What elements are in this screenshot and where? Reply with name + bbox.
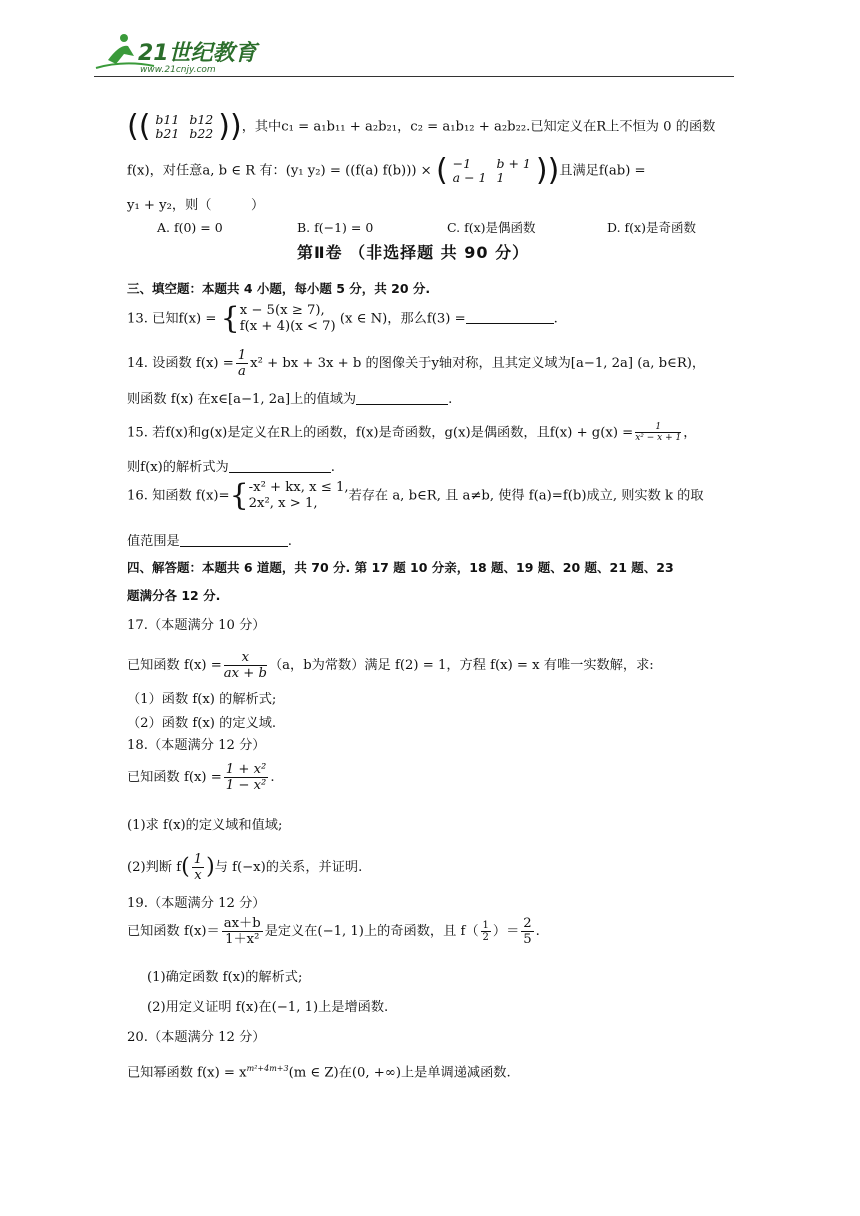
q17-title: 17.（本题满分 10 分）	[127, 618, 266, 633]
q13: 13. 已知f(x) = { x − 5(x ≥ 7), f(x + 4)(x < 7) (x ∈ N)，那么f(3) = .	[127, 300, 558, 336]
q19-stem: 已知函数 f(x)＝ $\frac{ax+b}{\text{1＋x²}}$ 是定义在(−1, 1)上的奇函数，且 f（ $\frac{1}{2}$ ）＝ $\frac{2}{5}$ .	[127, 916, 540, 948]
q12-line2: f(x)，对任意a, b ∈ R 有：(y₁ y₂) = ((f(a) f(b))) × ( −1 b + 1 a − 1 1 ))且满足f(ab) =	[127, 153, 646, 188]
q15-line1: 15. 若f(x)和g(x)是定义在R上的函数，f(x)是奇函数，g(x)是偶函数，且f(x) + g(x) = $\frac{1}{\text{x² − x + 1}}$ ，	[127, 422, 697, 444]
q17-stem: 已知函数 f(x) = $\frac{x}{ax + b}$ （a，b为常数）满足 f(2) = 1，方程 f(x) = x 有唯一实数解，求:	[127, 650, 654, 682]
svg-text:21世纪教育: 21世纪教育	[138, 41, 257, 66]
option-d: D. f(x)是奇函数	[607, 220, 696, 235]
q16-answer-blank	[180, 532, 288, 547]
option-a: A. f(0) = 0	[157, 220, 223, 235]
section3-heading: 三、填空题：本题共 4 小题，每小题 5 分，共 20 分.	[127, 281, 431, 296]
header-rule	[94, 76, 734, 77]
part2-title: 第Ⅱ卷 （非选择题 共 90 分）	[297, 243, 530, 262]
q18-stem: 已知函数 f(x) = $\frac{\text{1 + x²}}{\text{1 − x²}}$ .	[127, 762, 275, 794]
page-header	[94, 30, 734, 80]
svg-text:www.21cnjy.com: www.21cnjy.com	[140, 65, 216, 75]
q12-line1: (( b11 b12 b21 b22 ))，其中c₁ = a₁b₁₁ + a₂b₂₁，c₂ = a₁b₁₂ + a₂b₂₂.已知定义在R上不恒为 0 的函数	[127, 109, 716, 144]
q18-part2: (2)判断 f( $\frac{1}{x}$ )与 f(−x)的关系，并证明.	[127, 852, 363, 884]
section4-heading-line1: 四、解答题：本题共 6 道题，共 70 分. 第 17 题 10 分亲，18 题、19 题、20 题、21 题、23	[127, 560, 674, 575]
q18-title: 18.（本题满分 12 分）	[127, 738, 266, 753]
q20-stem: 已知幂函数 $f(x) = x^{m^2+4m+3}(m$ ∈ Z)在(0, +∞)上是单调递减函数.	[127, 1064, 511, 1081]
q16-line1: 16. 知函数 f(x)={ -x² + kx, x ≤ 1, 2x², x > 1, 若存在 a, b∈R, 且 a≠b, 使得 f(a)=f(b)成立, 则实数 k 的取	[127, 477, 704, 513]
q12-line3: y₁ + y₂，则（ ）	[127, 198, 265, 213]
q14-line1: 14. 设函数 f(x) = $\frac{1}{a}$ x² + bx + 3x + b 的图像关于y轴对称，且其定义域为[a−1, 2a] (a, b∈R)，	[127, 348, 706, 380]
q13-cases: x − 5(x ≥ 7), f(x + 4)(x < 7)	[239, 303, 336, 334]
q18-part1: (1)求 f(x)的定义域和值域;	[127, 818, 283, 833]
q15-line2: 则f(x)的解析式为 .	[127, 460, 335, 475]
q17-part1: （1）函数 f(x) 的解析式;	[127, 692, 277, 707]
matrix-c: −1 b + 1 a − 1 1	[452, 155, 531, 185]
option-b: B. f(−1) = 0	[297, 220, 374, 235]
q19-part2: (2)用定义证明 f(x)在(−1, 1)上是增函数.	[147, 1000, 389, 1015]
q13-answer-blank	[466, 309, 554, 324]
matrix-b: b11 b12 b21 b22	[155, 111, 214, 141]
q19-title: 19.（本题满分 12 分）	[127, 896, 266, 911]
section4-heading-line2: 题满分各 12 分.	[127, 588, 221, 603]
q15-answer-blank	[229, 458, 331, 473]
q20-title: 20.（本题满分 12 分）	[127, 1030, 266, 1045]
logo-21cnjy	[94, 30, 264, 76]
q19-part1: (1)确定函数 f(x)的解析式;	[147, 970, 303, 985]
q16-cases: -x² + kx, x ≤ 1, 2x², x > 1,	[248, 480, 349, 511]
q14-line2: 则函数 f(x) 在x∈[a−1, 2a]上的值域为 .	[127, 392, 453, 407]
q17-part2: （2）函数 f(x) 的定义域.	[127, 716, 277, 731]
q14-answer-blank	[356, 390, 448, 405]
q16-line2: 值范围是 .	[127, 534, 292, 549]
option-c: C. f(x)是偶函数	[447, 220, 536, 235]
